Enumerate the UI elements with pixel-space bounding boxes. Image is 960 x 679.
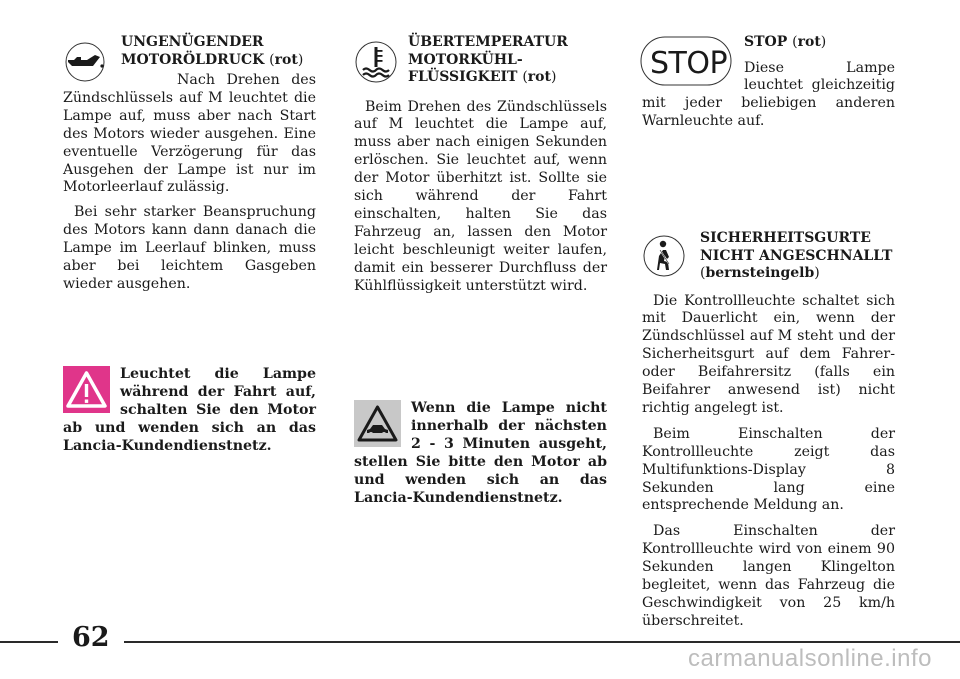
seatbelt-section [642,230,895,631]
heading-seatbelt: SICHERHEITSGURTE NICHT ANGESCHNALLT (bernsteingelb) [700,230,893,281]
paragraph-oil-1: Nach Drehen des Zündschlüssels auf M leuchtet die Lampe auf, muss aber nach Start des Motors wieder ausgehen. Eine eventuelle Verzögerung für das Ausgehen der Lampe ist nur im Motorleerlauf zulässig. [63,72,316,196]
column-oil-pressure [63,34,316,454]
footer-rule-left [0,641,58,643]
footer-rule-right [124,641,960,643]
paragraph-seatbelt-2: Beim Einschalten der Kontrollleuchte zeigt das Multifunktions-Display 8 Sekunden lang eine entsprechende Meldung an. [642,425,895,514]
warning-block-oil [63,366,316,456]
warning-text-oil: Leuchtet die Lampe während der Fahrt auf, schalten Sie den Motor ab und wenden sich an das Lancia-Kundendienstnetz. [63,366,316,454]
paragraph-coolant-1: Beim Drehen des Zündschlüssels auf M leuchtet die Lampe auf, muss aber nach einigen Sekunden erlöschen. Sie leuchtet auf, wenn der Motor überhitzt ist. Sollte sie sich während der Fahrt einschalten, halten Sie das Fahrzeug an, lassen den Motor leicht beschleunigt weiter laufen, damit ein besserer Durchfluss der Kühlflüssigkeit unterstützt wird. [354,98,607,294]
warning-text-coolant: Wenn die Lampe nicht innerhalb der nächsten 2 - 3 Minuten ausgeht, stellen Sie bitte den Motor ab und wenden sich an das Lancia-Kundendienstnetz. [354,400,607,506]
watermark: carmanualsonline.info [688,645,932,672]
paragraph-seatbelt-3: Das Einschalten der Kontrollleuchte wird von einem 90 Sekunden langen Klingelton begleitet, wenn das Fahrzeug die Geschwindigkeit von 25 km/h überschreitet. [642,523,895,629]
paragraph-stop: Diese Lampe leuchtet gleichzeitig mit jeder beliebigen anderen Warnleuchte auf. [642,59,895,130]
warning-triangle-icon [63,366,110,413]
heading-stop: STOP (rot) [744,34,827,50]
paragraph-oil-2: Bei sehr starker Beanspruchung des Motors kann dann danach die Lampe im Leerlauf blinken, muss aber bei leichtem Gasgeben wieder ausgehen. [63,204,316,292]
warning-block-coolant [354,400,607,507]
paragraph-seatbelt-1: Die Kontrollleuchte schaltet sich mit Dauerlicht ein, wenn der Zündschlüssel auf M steht und der Sicherheitsgurt auf dem Fahrer- oder Beifahrersitz (falls ein Beifahrer anwesend ist) nicht richtig angelegt ist. [642,292,895,416]
car-warning-triangle-icon [354,400,401,447]
stop-icon-label: STOP [650,46,728,81]
page-number: 62 [72,622,110,653]
oil-can-icon [61,42,109,82]
coolant-temperature-icon [354,38,398,86]
seatbelt-icon [642,234,686,278]
column-stop-seatbelt [642,34,895,629]
heading-coolant-temp: ÜBERTEMPERATUR MOTORKÜHL- FLÜSSIGKEIT (rot) [408,34,568,85]
heading-oil-pressure: UNGENÜGENDER MOTORÖLDRUCK (rot) [121,34,304,68]
column-coolant-temp [354,34,607,506]
